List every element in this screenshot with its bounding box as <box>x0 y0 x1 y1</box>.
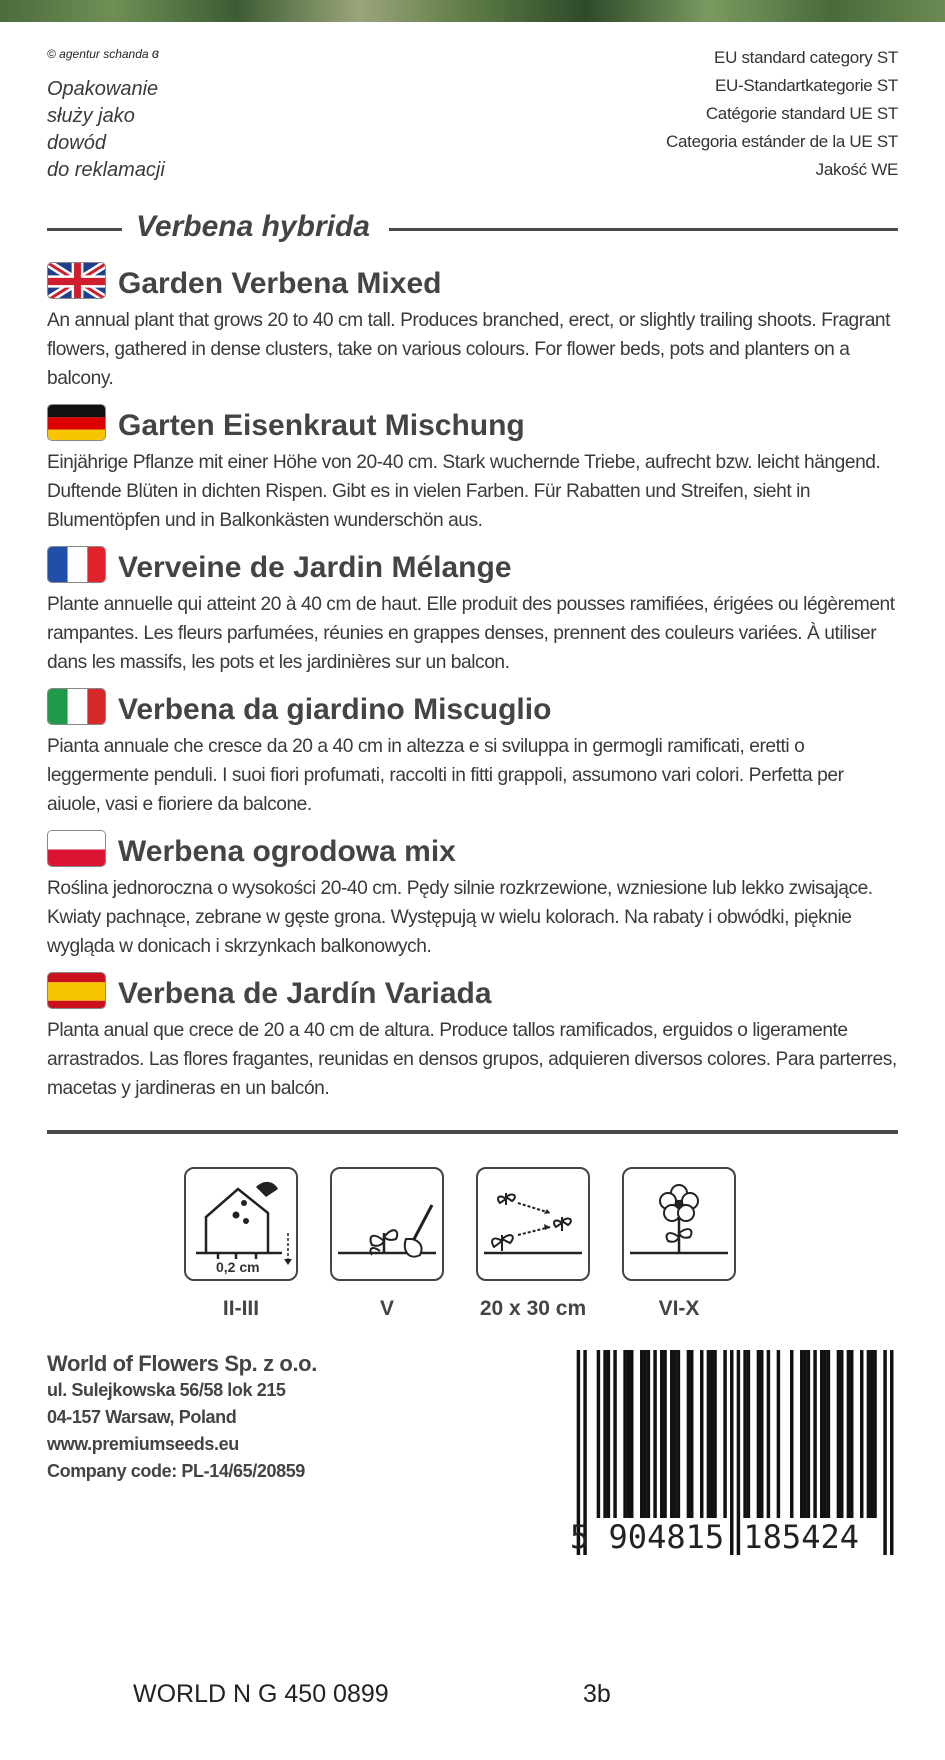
barcode-bar <box>840 1350 843 1518</box>
barcode-bar <box>847 1350 850 1518</box>
barcode-bar <box>837 1350 840 1518</box>
pl-note-line: do reklamacji <box>47 159 165 181</box>
company-website: www.premiumseeds.eu <box>47 1434 239 1454</box>
spain-flag-icon <box>47 972 106 1009</box>
section-title: Verbena de Jardín Variada <box>118 977 492 1010</box>
barcode-bar <box>760 1350 763 1518</box>
company-address-line: ul. Sulejkowska 56/58 lok 215 <box>47 1380 286 1400</box>
barcode-bar <box>827 1350 830 1518</box>
barcode-bar <box>723 1350 726 1518</box>
flowering-icon <box>622 1167 736 1281</box>
section-title: Verbena da giardino Miscuglio <box>118 693 552 726</box>
barcode-bar <box>597 1350 600 1518</box>
germany-flag-icon <box>47 404 106 441</box>
barcode-bar <box>707 1350 710 1518</box>
poland-flag-icon <box>47 830 106 867</box>
barcode-bar <box>713 1350 716 1518</box>
barcode-bar <box>700 1350 703 1518</box>
barcode-bar <box>823 1350 826 1518</box>
eu-category-line: EU standard category ST <box>714 48 898 67</box>
barcode-bar <box>790 1350 793 1518</box>
company-code: Company code: PL-14/65/20859 <box>47 1461 305 1481</box>
flowering-period-label: VI-X <box>658 1297 700 1320</box>
section-body: Planta anual que crece de 20 a 40 cm de altura. Produce tallos ramificados, erguidos o ligeramente arrastrados. Las flores fragantes, reunidas en densos grupos, adquieren diversos colores. Para parterres, macetas y jardineras en un balcón. <box>47 1020 897 1099</box>
barcode-bar <box>607 1350 610 1518</box>
uk-flag-icon <box>47 262 106 299</box>
barcode-bar <box>803 1350 806 1518</box>
packaging-complaint-note <box>47 76 165 184</box>
italy-flag-icon <box>47 688 106 725</box>
barcode-bar <box>687 1350 690 1518</box>
section-divider <box>47 1130 898 1134</box>
barcode-bar <box>623 1350 626 1518</box>
section-body: Roślina jednoroczna o wysokości 20-40 cm. Pędy silnie rozkrzewione, wzniesione lub lekko zwisające. Kwiaty pachnące, zebrane w gęste grona. Występują w wielu kolorach. Na rabaty i obwódki, pięknie wygląda w donicach i skrzynkach balkonowych. <box>47 878 873 957</box>
barcode-bar <box>747 1350 750 1518</box>
company-info <box>47 1350 317 1485</box>
species-heading <box>47 208 898 248</box>
barcode-bar <box>777 1350 780 1518</box>
barcode-bar <box>630 1350 633 1518</box>
barcode-bar <box>800 1350 803 1518</box>
barcode-bar <box>670 1350 673 1518</box>
barcode-bar <box>603 1350 606 1518</box>
print-code: WORLD N G 450 0899 <box>133 1680 389 1708</box>
barcode-bar <box>873 1350 876 1518</box>
barcode-bar <box>653 1350 656 1518</box>
barcode-bar <box>677 1350 680 1518</box>
barcode-bar <box>640 1350 643 1518</box>
barcode-bar <box>860 1350 863 1518</box>
section-title: Garden Verbena Mixed <box>118 267 442 300</box>
france-flag-icon <box>47 546 106 583</box>
spacing-label: 20 x 30 cm <box>479 1297 587 1320</box>
barcode-bar <box>627 1350 630 1518</box>
barcode-bar <box>710 1350 713 1518</box>
company-address-line: 04-157 Warsaw, Poland <box>47 1407 237 1427</box>
barcode-bar <box>647 1350 650 1518</box>
barcode-bar <box>643 1350 646 1518</box>
barcode-bar <box>743 1350 746 1518</box>
planting-out-icon <box>330 1167 444 1281</box>
eu-category-line: Categoria estánder de la UE ST <box>666 132 898 151</box>
eu-category-list <box>666 44 898 184</box>
sowing-depth-label: 0,2 cm <box>216 1259 260 1275</box>
section-body: Plante annuelle qui atteint 20 à 40 cm de haut. Elle produit des pousses ramifiées, érigées ou légèrement rampantes. Les fleurs parfumées, réunies en grappes denses, prennent des couleurs variées. À utiliser dans les massifs, les pots et les jardinières sur un balcon. <box>47 594 895 673</box>
section-body: Einjährige Pflanze mit einer Höhe von 20-40 cm. Stark wuchernde Triebe, aufrecht bzw. leicht hängend. Duftende Blüten in dichten Rispen. Gibt es in vielen Farben. Für Rabatten und Streifen, sieht in Blumentöpfen und in Balkonkästen wunderschön aus. <box>47 452 881 531</box>
barcode-bar <box>613 1350 616 1518</box>
barcode-bar <box>820 1350 823 1518</box>
sowing-indoors-icon <box>184 1167 298 1281</box>
barcode-bar <box>673 1350 676 1518</box>
eu-category-line: EU-Standartkategorie ST <box>714 76 898 95</box>
species-latin-name: Verbena hybrida <box>136 210 370 243</box>
barcode-bar <box>663 1350 666 1518</box>
section-body: Pianta annuale che cresce da 20 a 40 cm in altezza e si sviluppa in germogli ramificati, eretti o leggermente penduli. I suoi fiori profumati, raccolti in fitti grappoli, assumono vari colori. Perfetta per aiuole, vasi e fioriere da balcone. <box>47 736 844 815</box>
signature-icon: ɞ <box>151 45 160 61</box>
product-photo-strip <box>0 0 945 22</box>
sowing-period-label: II-III <box>222 1297 260 1320</box>
spacing-icon <box>476 1167 590 1281</box>
barcode-digits: 5 904815 185424 <box>570 1518 859 1556</box>
copyright-text: © agentur schanda <box>47 47 149 61</box>
section-body: An annual plant that grows 20 to 40 cm tall. Produces branched, erect, or slightly trailing shoots. Fragrant flowers, gathered in dense clusters, take on various colours. For flower beds, pots and planters on a balcony. <box>47 310 891 389</box>
eu-category-line: Catégorie standard UE ST <box>705 104 898 123</box>
barcode-bar <box>690 1350 693 1518</box>
barcode-bar <box>767 1350 770 1518</box>
section-title: Werbena ogrodowa mix <box>118 835 456 868</box>
barcode-bar <box>807 1350 810 1518</box>
barcode-bar <box>850 1350 853 1518</box>
copyright-notice <box>47 45 159 61</box>
barcode-bar <box>870 1350 873 1518</box>
company-name: World of Flowers Sp. z o.o. <box>47 1351 317 1376</box>
pl-note-line: służy jako <box>47 105 135 127</box>
page-marker: 3b <box>583 1680 611 1708</box>
section-title: Garten Eisenkraut Mischung <box>118 409 525 442</box>
barcode-bar <box>813 1350 816 1518</box>
eu-category-line: Jakość WE <box>815 160 898 179</box>
section-title: Verveine de Jardin Mélange <box>118 551 512 584</box>
planting-period-label: V <box>379 1297 394 1320</box>
barcode-bar <box>660 1350 663 1518</box>
pl-note-line: Opakowanie <box>47 78 159 100</box>
barcode-bar <box>867 1350 870 1518</box>
pl-note-line: dowód <box>47 132 106 154</box>
barcode-bar <box>757 1350 760 1518</box>
species-rule-right <box>389 228 898 231</box>
species-rule-left <box>47 228 122 231</box>
